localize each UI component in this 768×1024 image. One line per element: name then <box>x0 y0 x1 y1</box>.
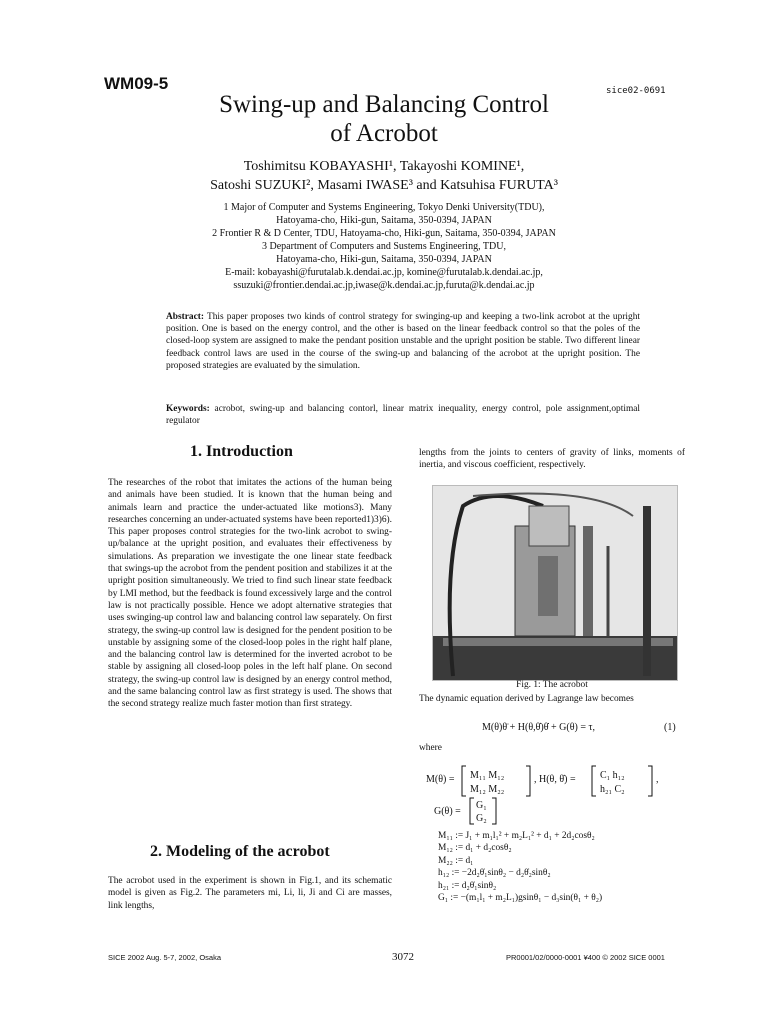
matrix-g-row1: G₁ <box>476 800 487 811</box>
bracket <box>526 766 530 796</box>
matrix-equations <box>426 760 676 826</box>
matrix-m-row2: M₁₂ M₂₂ <box>470 784 505 795</box>
affiliation-1: 1 Major of Computer and Systems Engineering, Tokyo Denki University(TDU), <box>223 202 545 213</box>
keywords-text: acrobot, swing-up and balancing contorl, linear matrix inequality, energy control, pole assignment,optimal regulator <box>166 404 641 427</box>
bracket <box>592 766 596 796</box>
page-number: 3072 <box>392 951 414 963</box>
comma: , <box>656 774 659 785</box>
eq-def-h12: h₁₂ := −2d₂θ̇₁sinθ₂ − d₂θ̇₂sinθ₂ <box>438 868 551 879</box>
keywords <box>166 403 640 427</box>
eq-def-g1: G₁ := −(m₁l₁ + m₂L₁)gsinθ₁ − d₃sin(θ₁ + θ₂) <box>438 893 603 904</box>
email-line-1: E-mail: kobayashi@furutalab.k.dendai.ac.jp, komine@furutalab.k.dendai.ac.jp, <box>225 267 543 278</box>
eq-def-m22: M₂₂ := d₁ <box>438 855 474 866</box>
acrobot-photo-image <box>433 486 677 680</box>
affiliation-2: Hatoyama-cho, Hiki-gun, Saitama, 350-0394, JAPAN <box>276 215 492 226</box>
matrix-h-label: , H(θ, θ̇) = <box>534 774 576 785</box>
eq-def-h21: h₂₁ := d₂θ̇₁sinθ₂ <box>438 880 497 891</box>
equation-definitions <box>438 830 688 904</box>
matrix-g-label: G(θ) = <box>434 806 461 817</box>
abstract-text: This paper proposes two kinds of control strategy for swinging-up and keeping a two-link acrobot at the upright position. One is based on the energy control, and the other is based on the linear feedback control so that the poles of the closed-loop system are assigned to make the pendant position unstable and the upright position be stable. Two different linear feedback control laws are used in the course of the swing-up and balancing of the acrobot at the upright position. The proposed strategies are evaluated by the simulation. <box>166 312 640 371</box>
paper-title-line2: of Acrobot <box>330 120 438 147</box>
authors-line2: Satoshi SUZUKI², Masami IWASE³ and Katsuhisa FURUTA³ <box>210 178 558 193</box>
section-2-heading: 2. Modeling of the acrobot <box>150 843 330 860</box>
paper-code: WM09-5 <box>104 74 169 93</box>
matrix-m-label: M(θ) = <box>426 774 455 785</box>
acrobot-photo <box>432 485 678 681</box>
matrix-m-row1: M₁₁ M₁₂ <box>470 770 505 781</box>
affiliation-5: Hatoyama-cho, Hiki-gun, Saitama, 350-0394, JAPAN <box>276 254 492 265</box>
footer-conference: SICE 2002 Aug. 5-7, 2002, Osaka <box>108 953 221 962</box>
where-label: where <box>419 743 442 753</box>
abstract-label: Abstract: <box>166 312 205 322</box>
bracket <box>648 766 652 796</box>
paper-ref: sice02-0691 <box>606 86 666 96</box>
eq-def-m11: M₁₁ := J₁ + m₁l₁² + m₂L₁² + d₁ + 2d₂cosθ₂ <box>438 831 595 841</box>
matrix-h-row2: h₂₁ C₂ <box>600 784 625 795</box>
matrix-h-row1: C₁ h₁₂ <box>600 770 625 781</box>
section-1-heading: 1. Introduction <box>190 443 293 460</box>
footer-copyright: PR0001/02/0000-0001 ¥400 © 2002 SICE 0001 <box>506 953 665 962</box>
eq-def-m12: M₁₂ := d₁ + d₂cosθ₂ <box>438 843 512 854</box>
email-line-2: ssuzuki@frontier.dendai.ac.jp,iwase@k.dendai.ac.jp,furuta@k.dendai.ac.jp <box>233 280 535 291</box>
authors-line1: Toshimitsu KOBAYASHI¹, Takayoshi KOMINE¹, <box>243 159 525 174</box>
matrix-g-row2: G₂ <box>476 813 487 824</box>
figure-1-caption: Fig. 1: The acrobot <box>516 680 588 690</box>
section-2-text: The acrobot used in the experiment is shown in Fig.1, and its schematic model is given as Fig.2. The parameters mi, Li, li, Ji and Ci are masses, link lengths, <box>108 876 392 911</box>
keywords-label: Keywords: <box>166 404 210 414</box>
right-col-continuation: lengths from the joints to centers of gravity of links, moments of inertia, and viscous coefficient, respectively. <box>419 448 685 471</box>
equation-1-number: (1) <box>664 722 676 733</box>
paper-title-line1: Swing-up and Balancing Control <box>219 91 549 118</box>
bracket <box>492 798 496 824</box>
bracket <box>470 798 474 824</box>
equation-1: M(θ)θ̈ + H(θ,θ̇)θ̇ + G(θ) = τ, <box>482 722 595 733</box>
dynamic-equation-text: The dynamic equation derived by Lagrange law becomes <box>419 694 634 704</box>
section-1-text: The researches of the robot that imitates the actions of the human being and animals have been studied. It is known that the human being and animals learn and practice the under-actuated like motions3). Many researches concerning an under-actuated systems have been reported1)3)6). This paper proposes control strategies for the two-link acrobot to swing-up/balance at the upright position, and evaluates their effectiveness by simulations. As preparation we investigate the one linear state feedback that swings-up the acrobot from the pendent position and stabilizes it at the upright position simultaneously. We tried to find such linear state feedback by LMI method, but the feedback is found excessively large and the control law is not practically possible. Hence we adopt alternative strategies that uses swinging-up control law and balancing control law separately. On first strategy, the swing-up control law is designed for the pendent position to be unstable by assigning some of the closed-loop poles in the right half plane, and the balancing control law is determined for the inverted acrobot to be stable by assigning all closed-loop poles in the left half plane. On second strategy, the swing-up control law is designed by an energy control method, and the same balancing control law as first strategy is used. The shows that the second strategy realize much faster motion than first strategy. <box>108 478 392 710</box>
affiliation-3: 2 Frontier R & D Center, TDU, Hatoyama-cho, Hiki-gun, Saitama, 350-0394, JAPAN <box>212 228 556 239</box>
affiliation-4: 3 Department of Computers and Sustems Engineering, TDU, <box>262 241 506 252</box>
abstract <box>166 311 640 372</box>
bracket <box>462 766 466 796</box>
